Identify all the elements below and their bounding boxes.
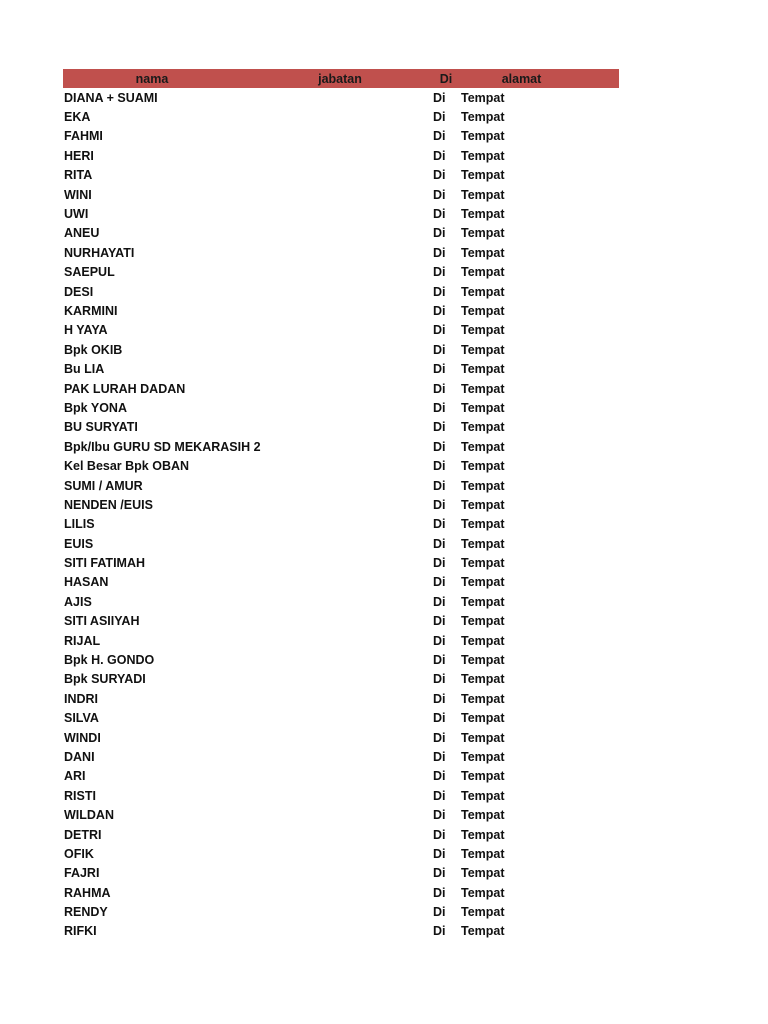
cell-nama: RIFKI [64, 924, 97, 939]
cell-nama: OFIK [64, 846, 94, 861]
table-row [63, 146, 619, 165]
table-row [63, 495, 619, 514]
cell-alamat: Tempat [461, 400, 505, 415]
cell-alamat: Tempat [461, 284, 505, 299]
table-row [63, 709, 619, 728]
cell-alamat: Tempat [461, 924, 505, 939]
cell-alamat: Tempat [461, 168, 505, 183]
cell-nama: DIANA + SUAMI [64, 90, 158, 105]
cell-nama: SILVA [64, 711, 99, 726]
cell-alamat: Tempat [461, 226, 505, 241]
cell-alamat: Tempat [461, 342, 505, 357]
cell-alamat: Tempat [461, 148, 505, 163]
cell-alamat: Tempat [461, 497, 505, 512]
cell-nama: RAHMA [64, 885, 111, 900]
cell-di: Di [433, 866, 446, 881]
cell-alamat: Tempat [461, 381, 505, 396]
cell-di: Di [433, 885, 446, 900]
table-row [63, 767, 619, 786]
cell-di: Di [433, 148, 446, 163]
cell-alamat: Tempat [461, 905, 505, 920]
cell-alamat: Tempat [461, 556, 505, 571]
cell-nama: Bpk H. GONDO [64, 653, 155, 668]
cell-di: Di [433, 905, 446, 920]
table-row [63, 398, 619, 417]
cell-alamat: Tempat [461, 594, 505, 609]
cell-alamat: Tempat [461, 245, 505, 260]
cell-alamat: Tempat [461, 653, 505, 668]
cell-di: Di [433, 827, 446, 842]
table-body [63, 88, 619, 941]
table-row [63, 88, 619, 107]
cell-di: Di [433, 497, 446, 512]
table-row [63, 301, 619, 320]
table-row [63, 224, 619, 243]
cell-nama: BU SURYATI [64, 420, 138, 435]
cell-nama: H YAYA [64, 323, 108, 338]
cell-nama: ANEU [64, 226, 100, 241]
column-header-jabatan: jabatan [318, 71, 362, 86]
cell-alamat: Tempat [461, 691, 505, 706]
cell-di: Di [433, 769, 446, 784]
cell-nama: WILDAN [64, 808, 114, 823]
cell-nama: RIJAL [64, 633, 101, 648]
table-row [63, 243, 619, 262]
table-row [63, 456, 619, 475]
cell-nama: DETRI [64, 827, 102, 842]
cell-alamat: Tempat [461, 420, 505, 435]
cell-alamat: Tempat [461, 110, 505, 125]
cell-nama: SITI ASIIYAH [64, 614, 140, 629]
cell-alamat: Tempat [461, 478, 505, 493]
cell-di: Di [433, 187, 446, 202]
cell-nama: Kel Besar Bpk OBAN [64, 459, 190, 474]
table-row [63, 340, 619, 359]
cell-di: Di [433, 323, 446, 338]
table-row [63, 631, 619, 650]
table-row [63, 650, 619, 669]
cell-alamat: Tempat [461, 672, 505, 687]
cell-di: Di [433, 788, 446, 803]
cell-nama: PAK LURAH DADAN [64, 381, 186, 396]
cell-di: Di [433, 207, 446, 222]
table-row [63, 728, 619, 747]
cell-nama: Bpk OKIB [64, 342, 123, 357]
table-row [63, 263, 619, 282]
table-row [63, 922, 619, 941]
table-row [63, 418, 619, 437]
cell-di: Di [433, 110, 446, 125]
cell-di: Di [433, 303, 446, 318]
cell-alamat: Tempat [461, 536, 505, 551]
cell-di: Di [433, 381, 446, 396]
table-row [63, 204, 619, 223]
table-row [63, 592, 619, 611]
cell-nama: SAEPUL [64, 265, 115, 280]
table-row [63, 166, 619, 185]
table-row [63, 534, 619, 553]
table-row [63, 573, 619, 592]
cell-nama: LILIS [64, 517, 95, 532]
cell-nama: UWI [64, 207, 89, 222]
cell-nama: HASAN [64, 575, 109, 590]
cell-nama: HERI [64, 148, 94, 163]
table-row [63, 185, 619, 204]
cell-di: Di [433, 672, 446, 687]
table-row [63, 786, 619, 805]
table-row [63, 902, 619, 921]
cell-di: Di [433, 478, 446, 493]
cell-alamat: Tempat [461, 207, 505, 222]
cell-alamat: Tempat [461, 517, 505, 532]
table-row [63, 825, 619, 844]
table-header [63, 69, 619, 88]
cell-nama: AJIS [64, 594, 92, 609]
cell-di: Di [433, 536, 446, 551]
cell-di: Di [433, 400, 446, 415]
cell-nama: WINDI [64, 730, 101, 745]
cell-di: Di [433, 711, 446, 726]
cell-nama: Bpk/Ibu GURU SD MEKARASIH 2 [64, 439, 261, 454]
table-row [63, 670, 619, 689]
table-row [63, 107, 619, 126]
cell-alamat: Tempat [461, 303, 505, 318]
table-row [63, 127, 619, 146]
cell-nama: FAHMI [64, 129, 103, 144]
cell-di: Di [433, 924, 446, 939]
table-row [63, 359, 619, 378]
cell-nama: EUIS [64, 536, 94, 551]
table-row [63, 689, 619, 708]
table-row [63, 437, 619, 456]
cell-alamat: Tempat [461, 788, 505, 803]
cell-di: Di [433, 846, 446, 861]
cell-nama: WINI [64, 187, 92, 202]
table-row [63, 612, 619, 631]
cell-di: Di [433, 439, 446, 454]
cell-di: Di [433, 129, 446, 144]
cell-di: Di [433, 691, 446, 706]
cell-di: Di [433, 575, 446, 590]
cell-nama: Bu LIA [64, 362, 105, 377]
table-row [63, 476, 619, 495]
cell-alamat: Tempat [461, 459, 505, 474]
cell-nama: DANI [64, 749, 95, 764]
cell-alamat: Tempat [461, 711, 505, 726]
cell-nama: INDRI [64, 691, 99, 706]
cell-alamat: Tempat [461, 187, 505, 202]
cell-alamat: Tempat [461, 827, 505, 842]
table-row [63, 553, 619, 572]
table-row [63, 883, 619, 902]
cell-nama: ARI [64, 769, 86, 784]
column-header-di: Di [439, 71, 453, 86]
cell-nama: SITI FATIMAH [64, 556, 146, 571]
cell-alamat: Tempat [461, 633, 505, 648]
cell-alamat: Tempat [461, 575, 505, 590]
cell-alamat: Tempat [461, 866, 505, 881]
cell-alamat: Tempat [461, 323, 505, 338]
cell-alamat: Tempat [461, 129, 505, 144]
table-row [63, 805, 619, 824]
cell-di: Di [433, 653, 446, 668]
table-row [63, 282, 619, 301]
cell-di: Di [433, 168, 446, 183]
cell-di: Di [433, 808, 446, 823]
cell-alamat: Tempat [461, 614, 505, 629]
cell-alamat: Tempat [461, 362, 505, 377]
table-row [63, 844, 619, 863]
column-header-nama: nama [135, 71, 169, 86]
cell-nama: Bpk YONA [64, 400, 127, 415]
table-row [63, 515, 619, 534]
cell-alamat: Tempat [461, 730, 505, 745]
cell-nama: SUMI / AMUR [64, 478, 143, 493]
table-row [63, 379, 619, 398]
cell-nama: DESI [64, 284, 94, 299]
cell-di: Di [433, 284, 446, 299]
table-row [63, 864, 619, 883]
cell-alamat: Tempat [461, 439, 505, 454]
cell-di: Di [433, 517, 446, 532]
cell-nama: Bpk SURYADI [64, 672, 146, 687]
cell-alamat: Tempat [461, 885, 505, 900]
cell-nama: RITA [64, 168, 93, 183]
column-header-alamat: alamat [501, 71, 542, 86]
cell-alamat: Tempat [461, 846, 505, 861]
cell-di: Di [433, 362, 446, 377]
cell-di: Di [433, 594, 446, 609]
cell-di: Di [433, 614, 446, 629]
table-row [63, 747, 619, 766]
guest-list-table [63, 69, 619, 941]
cell-nama: NENDEN /EUIS [64, 497, 153, 512]
cell-nama: KARMINI [64, 303, 118, 318]
cell-di: Di [433, 556, 446, 571]
cell-nama: NURHAYATI [64, 245, 135, 260]
cell-alamat: Tempat [461, 749, 505, 764]
cell-di: Di [433, 749, 446, 764]
cell-di: Di [433, 226, 446, 241]
cell-di: Di [433, 730, 446, 745]
cell-di: Di [433, 245, 446, 260]
cell-di: Di [433, 342, 446, 357]
cell-di: Di [433, 459, 446, 474]
cell-di: Di [433, 633, 446, 648]
cell-alamat: Tempat [461, 808, 505, 823]
cell-di: Di [433, 90, 446, 105]
cell-nama: RENDY [64, 905, 108, 920]
cell-nama: EKA [64, 110, 91, 125]
cell-di: Di [433, 265, 446, 280]
cell-nama: RISTI [64, 788, 96, 803]
cell-alamat: Tempat [461, 265, 505, 280]
table-row [63, 321, 619, 340]
cell-alamat: Tempat [461, 769, 505, 784]
cell-alamat: Tempat [461, 90, 505, 105]
cell-di: Di [433, 420, 446, 435]
cell-nama: FAJRI [64, 866, 100, 881]
